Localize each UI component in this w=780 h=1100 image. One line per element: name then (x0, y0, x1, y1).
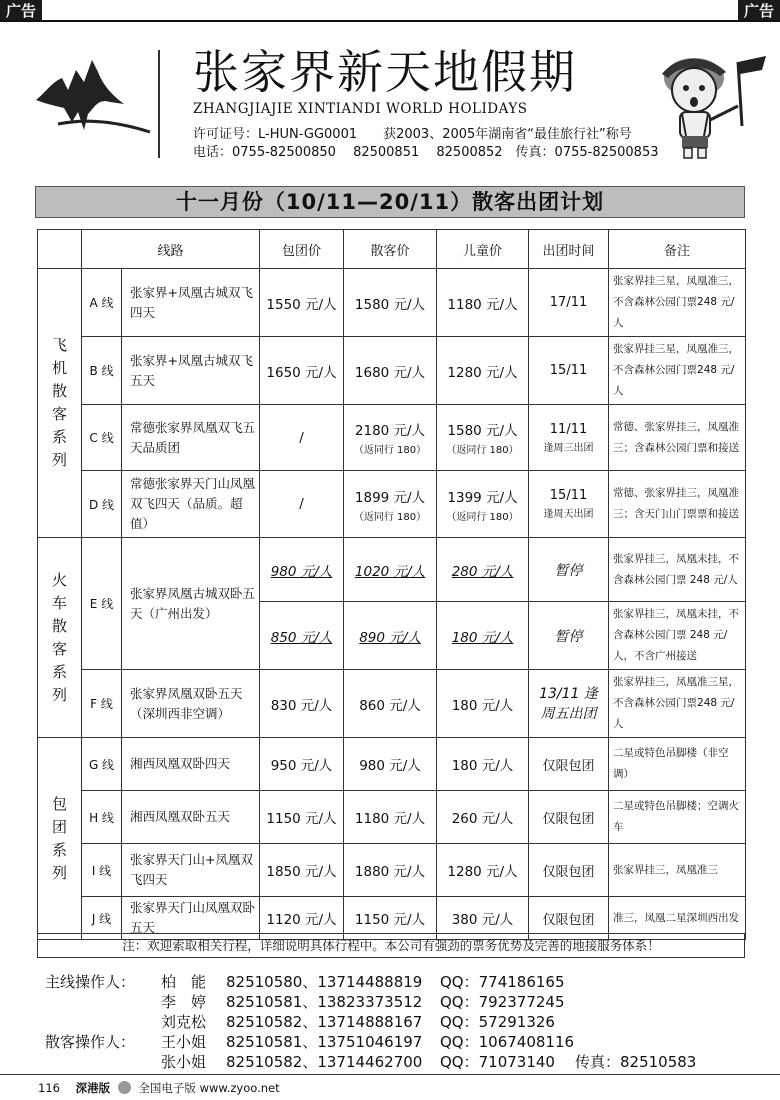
contact-name: 王小姐 (161, 1033, 207, 1051)
row-child-rebate: （返同行 180） (446, 511, 519, 523)
row-individual-price: 2180 元/人 (354, 423, 426, 439)
row-remark: 张家界挂三星，凤凰准三，不含森林公园门票248 元/人 (609, 337, 746, 405)
row-child-price-cell (437, 538, 529, 602)
row-child-price: 280 元/人 (451, 563, 514, 580)
table-row (38, 738, 746, 791)
row-remark: 二星或特色吊脚楼（非空调） (609, 738, 746, 791)
row-date: 13/11 逢周五出团 (539, 685, 598, 722)
row-date: 暂停 (554, 628, 583, 645)
edition-seal-icon (118, 1081, 131, 1094)
header-category (38, 230, 82, 269)
row-individual-rebate: （返同行 180） (353, 511, 427, 523)
row-date-note: 逢周三出团 (543, 442, 594, 454)
row-child-price-cell (437, 602, 529, 670)
row-date-note: 逢周天出团 (543, 509, 594, 520)
row-route: 张家界天门山凤凰双卧五天 (122, 897, 260, 940)
row-remark: 常德、张家界挂三，凤凰准三；含天门山门票票和接送 (609, 471, 746, 538)
contact-fax: 传真：82510583 (575, 1053, 697, 1071)
row-date: 仅限包团 (529, 738, 609, 791)
row-date-cell (529, 602, 609, 670)
brand-name: 张家界新天地假期 (193, 45, 577, 99)
row-individual-price: 1180 元/人 (344, 791, 437, 844)
header-divider (158, 50, 160, 158)
row-date: 11/11 (549, 421, 588, 437)
row-date-cell (529, 405, 609, 471)
row-individual-price: 980 元/人 (344, 738, 437, 791)
category-package-label: 包团系列 (51, 794, 67, 882)
mascot-boy-icon (650, 48, 770, 163)
table-row (38, 670, 746, 738)
tour-plan-table (37, 229, 746, 940)
row-route: 常德张家界凤凰双飞五天品质团 (122, 405, 260, 471)
table-header-row (38, 230, 746, 269)
individual-operator-label: 散客操作人： (45, 1033, 136, 1051)
category-flight-label: 飞机散客系列 (51, 336, 67, 469)
site-link[interactable]: 全国电子版 www.zyoo.net (138, 1081, 280, 1095)
contact-phone: 82510582、13714462700 (226, 1053, 423, 1071)
row-route: 湘西凤凰双卧四天 (122, 738, 260, 791)
brand-name-english: ZHANGJIAJIE XINTIANDI WORLD HOLIDAYS (193, 101, 528, 117)
row-individual-price: 1150 元/人 (344, 897, 437, 940)
table-row (38, 844, 746, 897)
contact-name: 刘克松 (161, 1013, 207, 1031)
row-date-cell (529, 471, 609, 538)
row-individual-price: 1880 元/人 (344, 844, 437, 897)
contact-name: 柏 能 (161, 973, 207, 991)
row-individual-price: 1020 元/人 (354, 563, 426, 580)
plan-title: 十一月份（10/11—20/11）散客出团计划 (35, 186, 745, 218)
row-individual-price: 1680 元/人 (344, 337, 437, 405)
row-child-price: 1399 元/人 (447, 489, 518, 506)
row-remark: 常德、张家界挂三，凤凰准三；含森林公园门票和接送 (609, 405, 746, 471)
mountain-logo-icon (28, 52, 153, 152)
license-info: 许可证号：L-HUN-GG0001 获2003、2005年湖南省“最佳旅行社”称号 (193, 127, 632, 142)
row-remark: 二星或特色吊脚楼；空调火车 (609, 791, 746, 844)
row-group-price: 1150 元/人 (260, 791, 344, 844)
page-number: 116 (38, 1081, 60, 1095)
row-date-cell (529, 670, 609, 738)
phone-info: 电话：0755-82500850 82500851 82500852 传真：0755-82500853 (193, 145, 659, 160)
row-individual-price-cell (344, 405, 437, 471)
row-child-price: 1280 元/人 (437, 844, 529, 897)
row-group-price: 1550 元/人 (260, 269, 344, 337)
row-individual-price-cell (344, 538, 437, 602)
contact-phone: 82510582、13714888167 (226, 1013, 423, 1031)
row-code: B 线 (82, 337, 122, 405)
row-child-price: 1580 元/人 (447, 423, 518, 439)
row-group-price: 850 元/人 (270, 629, 333, 646)
row-route: 张家界凤凰双卧五天（深圳西非空调） (122, 670, 260, 738)
table-row (38, 791, 746, 844)
bottom-rule (0, 1074, 780, 1075)
row-group-price-cell (260, 538, 344, 602)
service-note: 注：欢迎索取相关行程，详细说明具体行程中。本公司有强劲的票务优势及完善的地接服务体系！ (37, 933, 745, 958)
table-row (38, 471, 746, 538)
row-group-price: 980 元/人 (270, 563, 333, 580)
row-group-price: 1850 元/人 (260, 844, 344, 897)
row-group-price: 1650 元/人 (260, 337, 344, 405)
row-code: I 线 (82, 844, 122, 897)
row-child-price: 1180 元/人 (437, 269, 529, 337)
row-route: 湘西凤凰双卧五天 (122, 791, 260, 844)
row-child-price: 180 元/人 (437, 738, 529, 791)
contact-name: 李 婷 (161, 993, 207, 1011)
row-remark: 张家界挂三星，凤凰准三，不含森林公园门票248 元/人 (609, 269, 746, 337)
row-group-price: 950 元/人 (260, 738, 344, 791)
header-departure-date: 出团时间 (529, 230, 609, 269)
header-child-price: 儿童价 (437, 230, 529, 269)
contact-qq: QQ：792377245 (440, 993, 565, 1011)
header-group-price: 包团价 (260, 230, 344, 269)
row-remark: 张家界挂三，凤凰准三星，不含森林公园门票248 元/人 (609, 670, 746, 738)
row-route: 张家界凤凰古城双卧五天（广州出发） (122, 538, 260, 670)
row-code: D 线 (82, 471, 122, 538)
header-remark: 备注 (609, 230, 746, 269)
row-individual-price: 890 元/人 (359, 629, 421, 646)
row-child-price: 1280 元/人 (437, 337, 529, 405)
row-remark: 准三，凤凰二星深圳西出发 (609, 897, 746, 940)
row-date: 仅限包团 (529, 791, 609, 844)
row-individual-rebate: （返同行 180） (353, 445, 427, 456)
row-code: E 线 (82, 538, 122, 670)
row-code: F 线 (82, 670, 122, 738)
row-group-price: 1120 元/人 (260, 897, 344, 940)
row-code: G 线 (82, 738, 122, 791)
row-child-price: 180 元/人 (437, 670, 529, 738)
row-date: 仅限包团 (529, 844, 609, 897)
contact-phone: 82510580、13714488819 (226, 973, 423, 991)
contact-qq: QQ：71073140 (440, 1053, 555, 1071)
row-individual-price: 1580 元/人 (344, 269, 437, 337)
row-remark: 张家界挂三，凤凰未挂，不含森林公园门票 248 元/人 (609, 538, 746, 602)
table-row (38, 337, 746, 405)
row-individual-price-cell (344, 471, 437, 538)
contact-name: 张小姐 (161, 1053, 207, 1071)
row-code: A 线 (82, 269, 122, 337)
row-child-price-cell (437, 405, 529, 471)
row-individual-price: 860 元/人 (344, 670, 437, 738)
category-flight (38, 269, 82, 538)
row-child-price: 180 元/人 (451, 629, 514, 646)
ad-label-left: 广告 (0, 0, 42, 22)
row-individual-price: 1899 元/人 (354, 489, 426, 506)
row-individual-price-cell (344, 602, 437, 670)
contact-qq: QQ：57291326 (440, 1013, 555, 1031)
row-group-price: / (260, 471, 344, 538)
top-rule (0, 20, 780, 22)
contact-qq: QQ：774186165 (440, 973, 565, 991)
row-date: 仅限包团 (529, 897, 609, 940)
row-child-price: 260 元/人 (437, 791, 529, 844)
row-remark: 张家界挂三，凤凰准三 (609, 844, 746, 897)
contact-phone: 82510581、13751046197 (226, 1033, 423, 1051)
row-date: 17/11 (529, 269, 609, 337)
row-route: 张家界+凤凰古城双飞五天 (122, 337, 260, 405)
category-train-label: 火车散客系列 (51, 570, 67, 704)
header-individual-price: 散客价 (344, 230, 437, 269)
table-row (38, 405, 746, 471)
category-package (38, 738, 82, 940)
row-group-price: / (260, 405, 344, 471)
row-group-price-cell (260, 602, 344, 670)
edition-label: 深港版 (75, 1081, 111, 1095)
header-route: 线路 (82, 230, 260, 269)
row-route: 张家界天门山+凤凰双飞四天 (122, 844, 260, 897)
page-footer (38, 1080, 280, 1096)
row-group-price: 830 元/人 (260, 670, 344, 738)
row-child-price-cell (437, 471, 529, 538)
contact-qq: QQ：1067408116 (440, 1033, 575, 1051)
row-date: 15/11 (549, 488, 588, 503)
row-code: C 线 (82, 405, 122, 471)
table-row (38, 269, 746, 337)
table-row (38, 538, 746, 602)
row-date-cell (529, 538, 609, 602)
category-train (38, 538, 82, 738)
row-route: 常德张家界天门山凤凰双飞四天（品质。超值） (122, 471, 260, 538)
row-child-price: 380 元/人 (437, 897, 529, 940)
row-code: J 线 (82, 897, 122, 940)
contact-phone: 82510581、13823373512 (226, 993, 423, 1011)
row-code: H 线 (82, 791, 122, 844)
row-date: 暂停 (554, 562, 583, 579)
ad-label-right: 广告 (738, 0, 780, 22)
row-date: 15/11 (529, 337, 609, 405)
row-route: 张家界+凤凰古城双飞四天 (122, 269, 260, 337)
main-operator-label: 主线操作人： (45, 973, 136, 991)
row-remark: 张家界挂三，凤凰未挂，不含森林公园门票 248 元/人，不含广州接送 (609, 602, 746, 670)
row-child-rebate: （返同行 180） (446, 445, 519, 456)
